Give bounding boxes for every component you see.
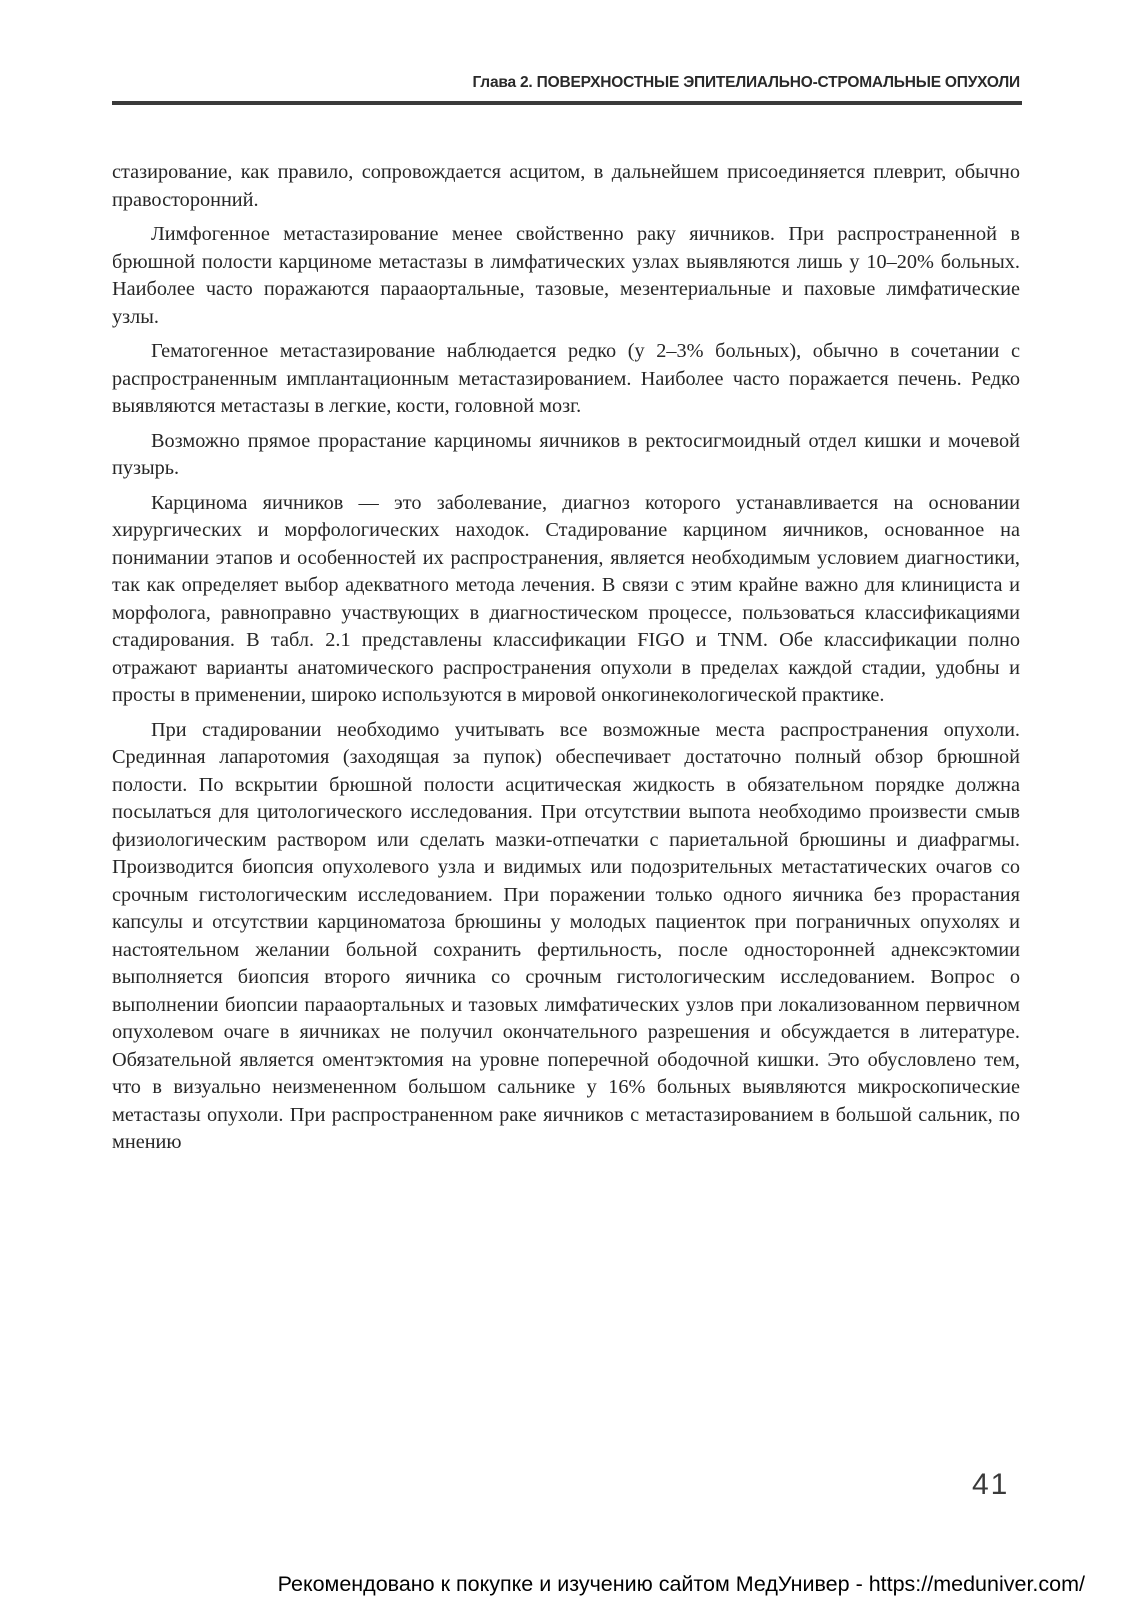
body-text xyxy=(112,159,1020,1164)
paragraph-staging: Карцинома яичников — это заболевание, диагноз которого устанавливается на основании хирургических и морфологических находок. Стадирование карцином яичников, основанное на понимании этапов и особенностей их распространения, является необходимым условием диагностики, так как определяет выбор адекватного метода лечения. В связи с этим крайне важно для клинициста и морфолога, равноправно участвующих в диагностическом процессе, пользоваться классификациями стадирования. В табл. 2.1 представлены классификации FIGO и TNM. Обе классификации полно отражают варианты анатомического распространения опухоли в пределах каждой стадии, удобны и просты в применении, широко используются в мировой онкогинекологической практике. xyxy=(112,491,1020,706)
header-rule xyxy=(112,101,1022,105)
paragraph-staging-procedure: При стадировании необходимо учитывать все возможные места распространения опухоли. Срединная лапаротомия (заходящая за пупок) обеспечивает достаточно полный обзор брюшной полости. По вскрытии брюшной полости асцитическая жидкость в обязательном порядке должна посылаться для цитологического исследования. При отсутствии выпота необходимо произвести смыв физиологическим раствором или сделать мазки-отпечатки с париетальной брюшины и диафрагмы. Производится биопсия опухолевого узла и видимых или подозрительных метастатических очагов со срочным гистологическим исследованием. При поражении только одного яичника без прорастания капсулы и отсутствии карциноматоза брюшины у молодых пациенток при пограничных опухолях и настоятельном желании больной сохранить фертильность, после односторонней аднексэктомии выполняется биопсия второго яичника со срочным гистологическим исследованием. Вопрос о выполнении биопсии парааортальных и тазовых лимфатических узлов при локализованном первичном опухолевом очаге в яичниках не получил окончательного разрешения и обсуждается в литературе. Обязательной является оментэктомия на уровне поперечной ободочной кишки. Это обусловлено тем, что в визуально неизмененном большом сальнике у 16% больных выявляются микроскопические метастазы опухоли. При распространенном раке яичников с метастазированием в большой сальник, по мнению xyxy=(112,718,1020,1153)
footer-recommendation[interactable]: Рекомендовано к покупке и изучению сайтом МедУнивер - https://meduniver.com/ xyxy=(277,1572,1085,1596)
running-head: Глава 2. ПОВЕРХНОСТНЫЕ ЭПИТЕЛИАЛЬНО-СТРОМАЛЬНЫЕ ОПУХОЛИ xyxy=(472,74,1020,91)
paragraph-lymphogenous: Лимфогенное метастазирование менее свойственно раку яичников. При распространенной в брюшной полости карциноме метастазы в лимфатических узлах выявляются лишь у 10–20% больных. Наиболее часто поражаются парааортальные, тазовые, мезентериальные и паховые лимфатические узлы. xyxy=(112,223,1020,328)
paragraph-hematogenous: Гематогенное метастазирование наблюдается редко (у 2–3% больных), обычно в сочетании с распространенным имплантационным метастазированием. Наиболее часто поражается печень. Редко выявляются метастазы в легкие, кости, головной мозг. xyxy=(112,340,1020,417)
page-number: 41 xyxy=(972,1468,1010,1501)
paragraph-direct-invasion: Возможно прямое прорастание карциномы яичников в ректосигмоидный отдел кишки и мочевой пузырь. xyxy=(112,429,1020,479)
paragraph-continuation: стазирование, как правило, сопровождается асцитом, в дальнейшем присоединяется плеврит, обычно правосторонний. xyxy=(112,161,1020,211)
